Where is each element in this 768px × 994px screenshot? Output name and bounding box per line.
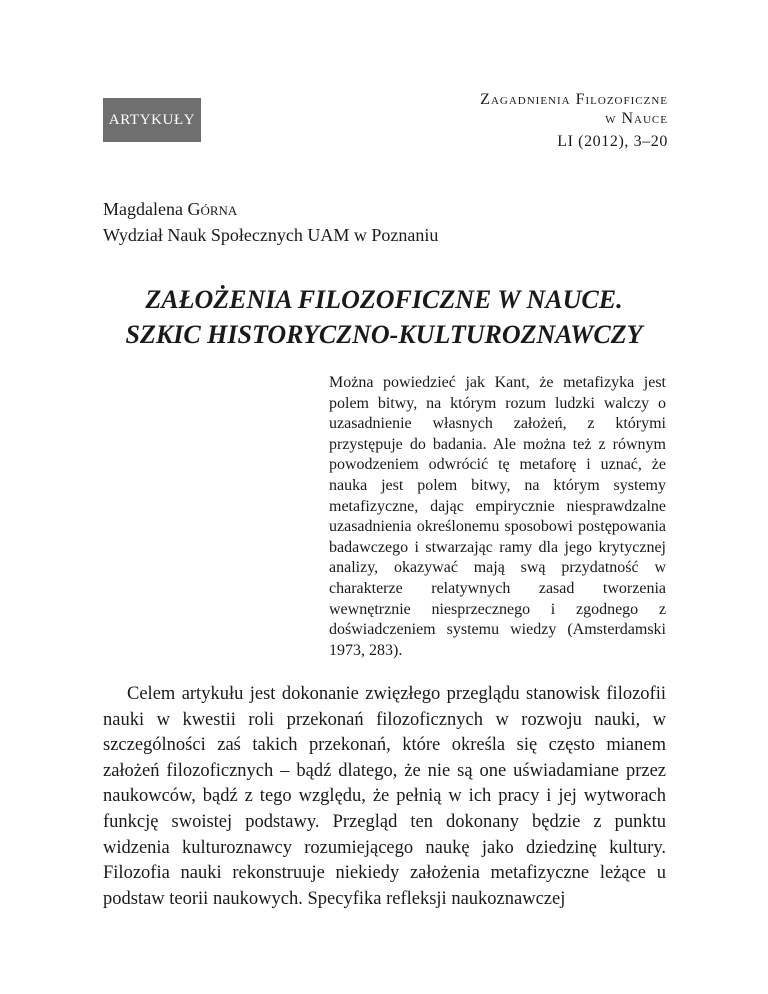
journal-name-line2: w Nauce: [605, 110, 668, 127]
section-badge: [103, 98, 201, 142]
article-title: [0, 282, 768, 352]
journal-issue: LI (2012), 3–20: [557, 133, 668, 150]
article-title-line1: ZAŁOŻENIA FILOZOFICZNE W NAUCE.: [145, 285, 623, 314]
article-title-line2: SZKIC HISTORYCZNO-KULTUROZNAWCZY: [125, 320, 643, 349]
author-surname: Górna: [187, 199, 238, 219]
epigraph-quote: Można powiedzieć jak Kant, że metafizyka jest polem bitwy, na którym rozum ludzki walczy o uzasadnienie własnych założeń, z którymi przystępuje do badania. Ale można też z równym powodzeniem odwrócić tę metaforę i uznać, że nauka jest polem bitwy, na którym systemy metafizyczne, dając empirycznie niesprawdzalne uzasadnienia określonemu sposobowi postępowania badawczego i stwarzając ramy dla jego krytycznej analizy, okazywać mają swą przydatność w charakterze relatywnych zasad tworzenia wewnętrznie niesprzecznego i zgodnego z doświadczeniem systemu wiedzy (Amsterdamski 1973, 283).: [329, 374, 666, 659]
body-paragraph: Celem artykułu jest dokonanie zwięzłego przeglądu stanowisk filozofii nauki w kwestii roli przekonań filozoficznych w rozwoju nauki, w szczególności zaś takich przekonań, które określa się często mianem założeń filozoficznych – bądź dlatego, że nie są one uświadamiane przez naukowców, bądź z tego względu, że pełnią w ich pracy i jej wytworach funkcję swoistej podstawy. Przegląd ten dokonany będzie z punktu widzenia kulturoznawcy rozumiejącego naukę jako dziedzinę kultury. Filozofia nauki rekonstruuje niekiedy założenia metafizyczne leżące u podstaw teorii naukowych. Specyfika refleksji naukoznawczej: [103, 684, 666, 909]
journal-header: [368, 90, 668, 151]
section-badge-label: ARTYKUŁY: [108, 111, 196, 128]
author-name: [103, 196, 438, 222]
author-affiliation: Wydział Nauk Społecznych UAM w Poznaniu: [103, 225, 439, 245]
author-block: [103, 196, 438, 248]
author-given-name: Magdalena: [103, 199, 183, 219]
journal-name-line1: Zagadnienia Filozoficzne: [480, 91, 668, 108]
